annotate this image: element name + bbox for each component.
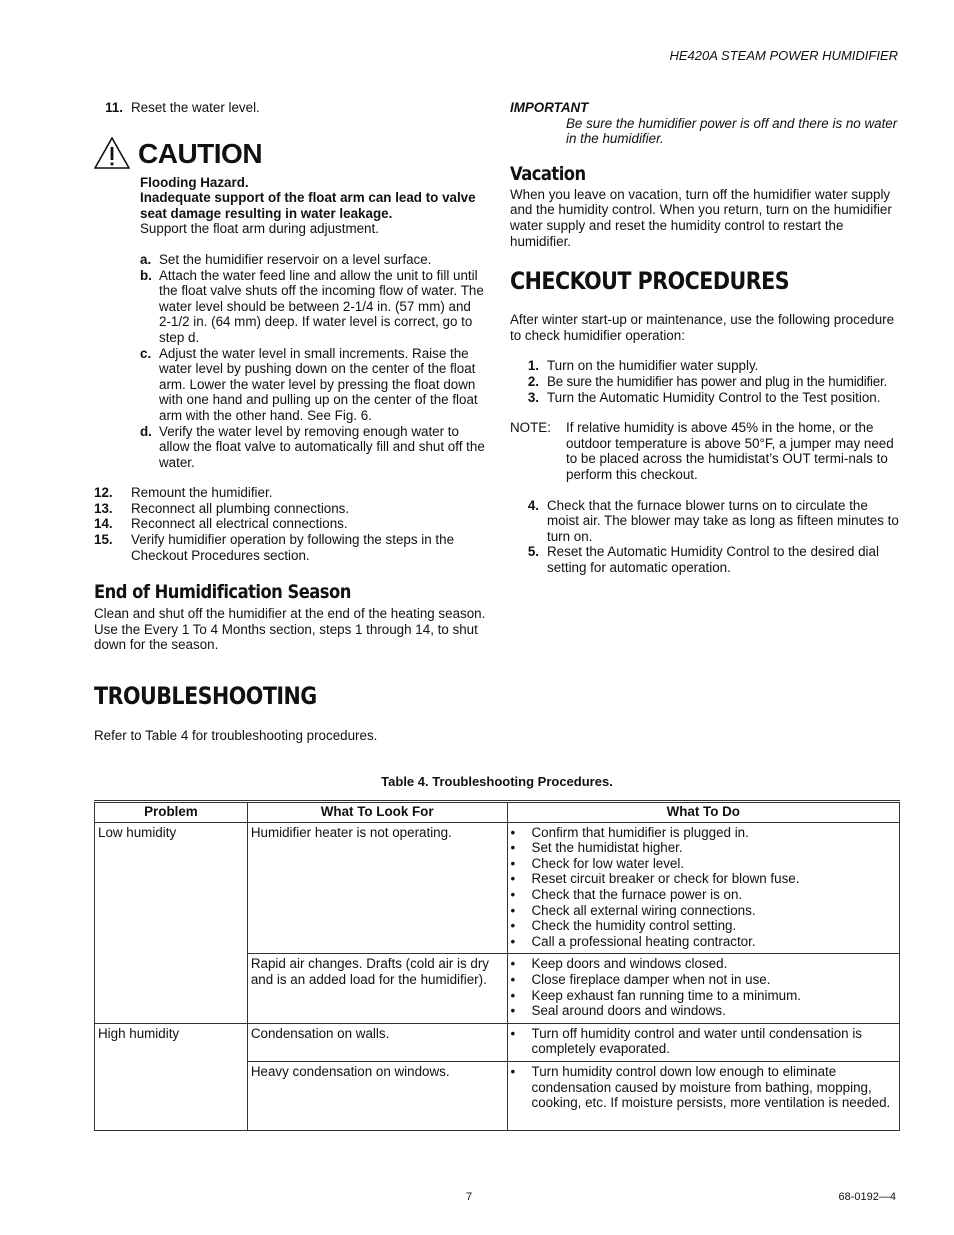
table-title: Table 4. Troubleshooting Procedures. [381, 774, 613, 789]
substep-c: c. Adjust the water level in small increments. Raise the water level by pushing down on the center of the float arm. Lower the water level by pressing the float down with one hand and pulling up on the center of the float arm with the other hand. See Fig. 6. [140, 345, 478, 423]
list-item: • Keep doors and windows closed. [510, 956, 728, 972]
caution-text: Flooding Hazard. Inadequate support of the float arm can lead to valve seat damage resulting in water leakage. Support the float arm during adjustment. [140, 174, 476, 237]
checkout-note: NOTE: If relative humidity is above 45% in the home, or the outdoor temperature is above 50°F, a jumper may need to be placed across the humidistat’s OUT termi-nals to perform this checkout. [510, 420, 894, 482]
step-12: 12. Remount the humidifier. [94, 485, 273, 501]
table-header-row [95, 802, 900, 823]
important-label: IMPORTANT [510, 100, 589, 115]
do-cell [507, 954, 899, 1023]
document-number: 68-0192—4 [838, 1191, 896, 1203]
list-item: • Keep exhaust fan running time to a minimum. [510, 987, 801, 1003]
list-item: • Reset circuit breaker or check for blown fuse. [510, 871, 800, 887]
step-15: 15. Verify humidifier operation by following the steps in the Checkout Procedures section. [94, 532, 455, 563]
list-item: • Check all external wiring connections. [510, 902, 756, 918]
troubleshooting-text: Refer to Table 4 for troubleshooting procedures. [94, 728, 378, 743]
step-list [94, 485, 486, 563]
do-cell [507, 822, 899, 954]
checkout-step-5: 5. Reset the Automatic Humidity Control to the desired dial setting for automatic operation. [527, 544, 879, 575]
troubleshooting-section [94, 682, 900, 744]
do-cell [507, 1061, 899, 1130]
list-item: • Turn humidity control down low enough to eliminate condensation caused by moisture from bathing, mopping, cooking, etc. If moisture persists, more ventilation is needed. [510, 1063, 891, 1111]
checkout-heading: CHECKOUT PROCEDURES [510, 267, 790, 296]
look-cell: Humidifier heater is not operating. [247, 822, 507, 954]
step-11: 11. Reset the water level. [105, 100, 260, 115]
list-item: • Close fireplace damper when not in use. [510, 971, 771, 987]
right-column [510, 100, 902, 575]
list-item: • Check the humidity control setting. [510, 918, 737, 934]
substep-b: b. Attach the water feed line and allow the unit to fill until the float valve shuts off the incoming flow of water. The water level should be between 2-1/4 in. (57 mm) and 2-1/2 in. (64 mm) deep. If water level is correct, go to step d. [140, 267, 484, 345]
list-item: • Turn off humidity control and water until condensation is completely evaporated. [510, 1025, 862, 1057]
end-season-heading: End of Humidification Season [94, 581, 351, 604]
checkout-step-1: 1. Turn on the humidifier water supply. [527, 358, 759, 374]
checkout-steps-a [510, 358, 902, 405]
vacation-heading: Vacation [510, 162, 586, 185]
list-item: • Seal around doors and windows. [510, 1003, 726, 1019]
important-text: Be sure the humidifier power is off and there is no water in the humidifier. [566, 115, 898, 147]
problem-cell: Low humidity [95, 822, 248, 1023]
caution-word: CAUTION [138, 137, 263, 169]
list-item: • Check for low water level. [510, 855, 685, 871]
checkout-intro: After winter start-up or maintenance, use the following procedure to check humidifier operation: [510, 312, 895, 343]
look-cell: Heavy condensation on windows. [247, 1061, 507, 1130]
list-item: • Check that the furnace power is on. [510, 886, 743, 902]
table-row [95, 1023, 900, 1061]
look-cell: Condensation on walls. [247, 1023, 507, 1061]
troubleshooting-heading: TROUBLESHOOTING [94, 682, 317, 710]
column-header: What To Look For [247, 802, 507, 823]
running-header: HE420A STEAM POWER HUMIDIFIER [669, 48, 898, 63]
step-13: 13. Reconnect all plumbing connections. [94, 500, 350, 516]
checkout-step-3: 3. Turn the Automatic Humidity Control to the Test position. [527, 389, 881, 405]
column-header: Problem [95, 802, 248, 823]
end-season-text: Clean and shut off the humidifier at the end of the heating season. Use the Every 1 To 4 Months section, steps 1 through 14, to shut down for the season. [94, 606, 486, 653]
step-14: 14. Reconnect all electrical connections. [94, 516, 348, 532]
caution-block [94, 137, 486, 175]
substep-d: d. Verify the water level by removing enough water to allow the float valve to automatically fill and shut off the water. [140, 423, 485, 470]
list-item: • Set the humidistat higher. [510, 840, 683, 856]
column-header: What To Do [507, 802, 899, 823]
vacation-text: When you leave on vacation, turn off the humidifier water supply and the humidity control. When you return, turn on the humidifier water supply and reset the humidity control to restart the humidifier. [510, 186, 892, 249]
left-column [94, 100, 486, 653]
page-number: 7 [466, 1191, 473, 1203]
substep-a: a. Set the humidifier reservoir on a level surface. [140, 251, 432, 267]
list-item: • Confirm that humidifier is plugged in. [510, 824, 749, 840]
do-cell [507, 1023, 899, 1061]
checkout-step-2: 2. Be sure the humidifier has power and plug in the humidifier. [527, 373, 888, 389]
look-cell: Rapid air changes. Drafts (cold air is dry and is an added load for the humidifier). [247, 954, 507, 1023]
checkout-step-4: 4. Check that the furnace blower turns on to circulate the moist air. The blower may take as long as fifteen minutes to turn on. [527, 497, 899, 544]
list-item: • Call a professional heating contractor. [510, 933, 756, 949]
problem-cell: High humidity [95, 1023, 248, 1130]
troubleshooting-table [94, 800, 900, 1131]
warning-triangle-icon [94, 137, 130, 169]
table-row [95, 822, 900, 954]
checkout-steps-b [510, 498, 902, 576]
substep-list [140, 252, 486, 470]
